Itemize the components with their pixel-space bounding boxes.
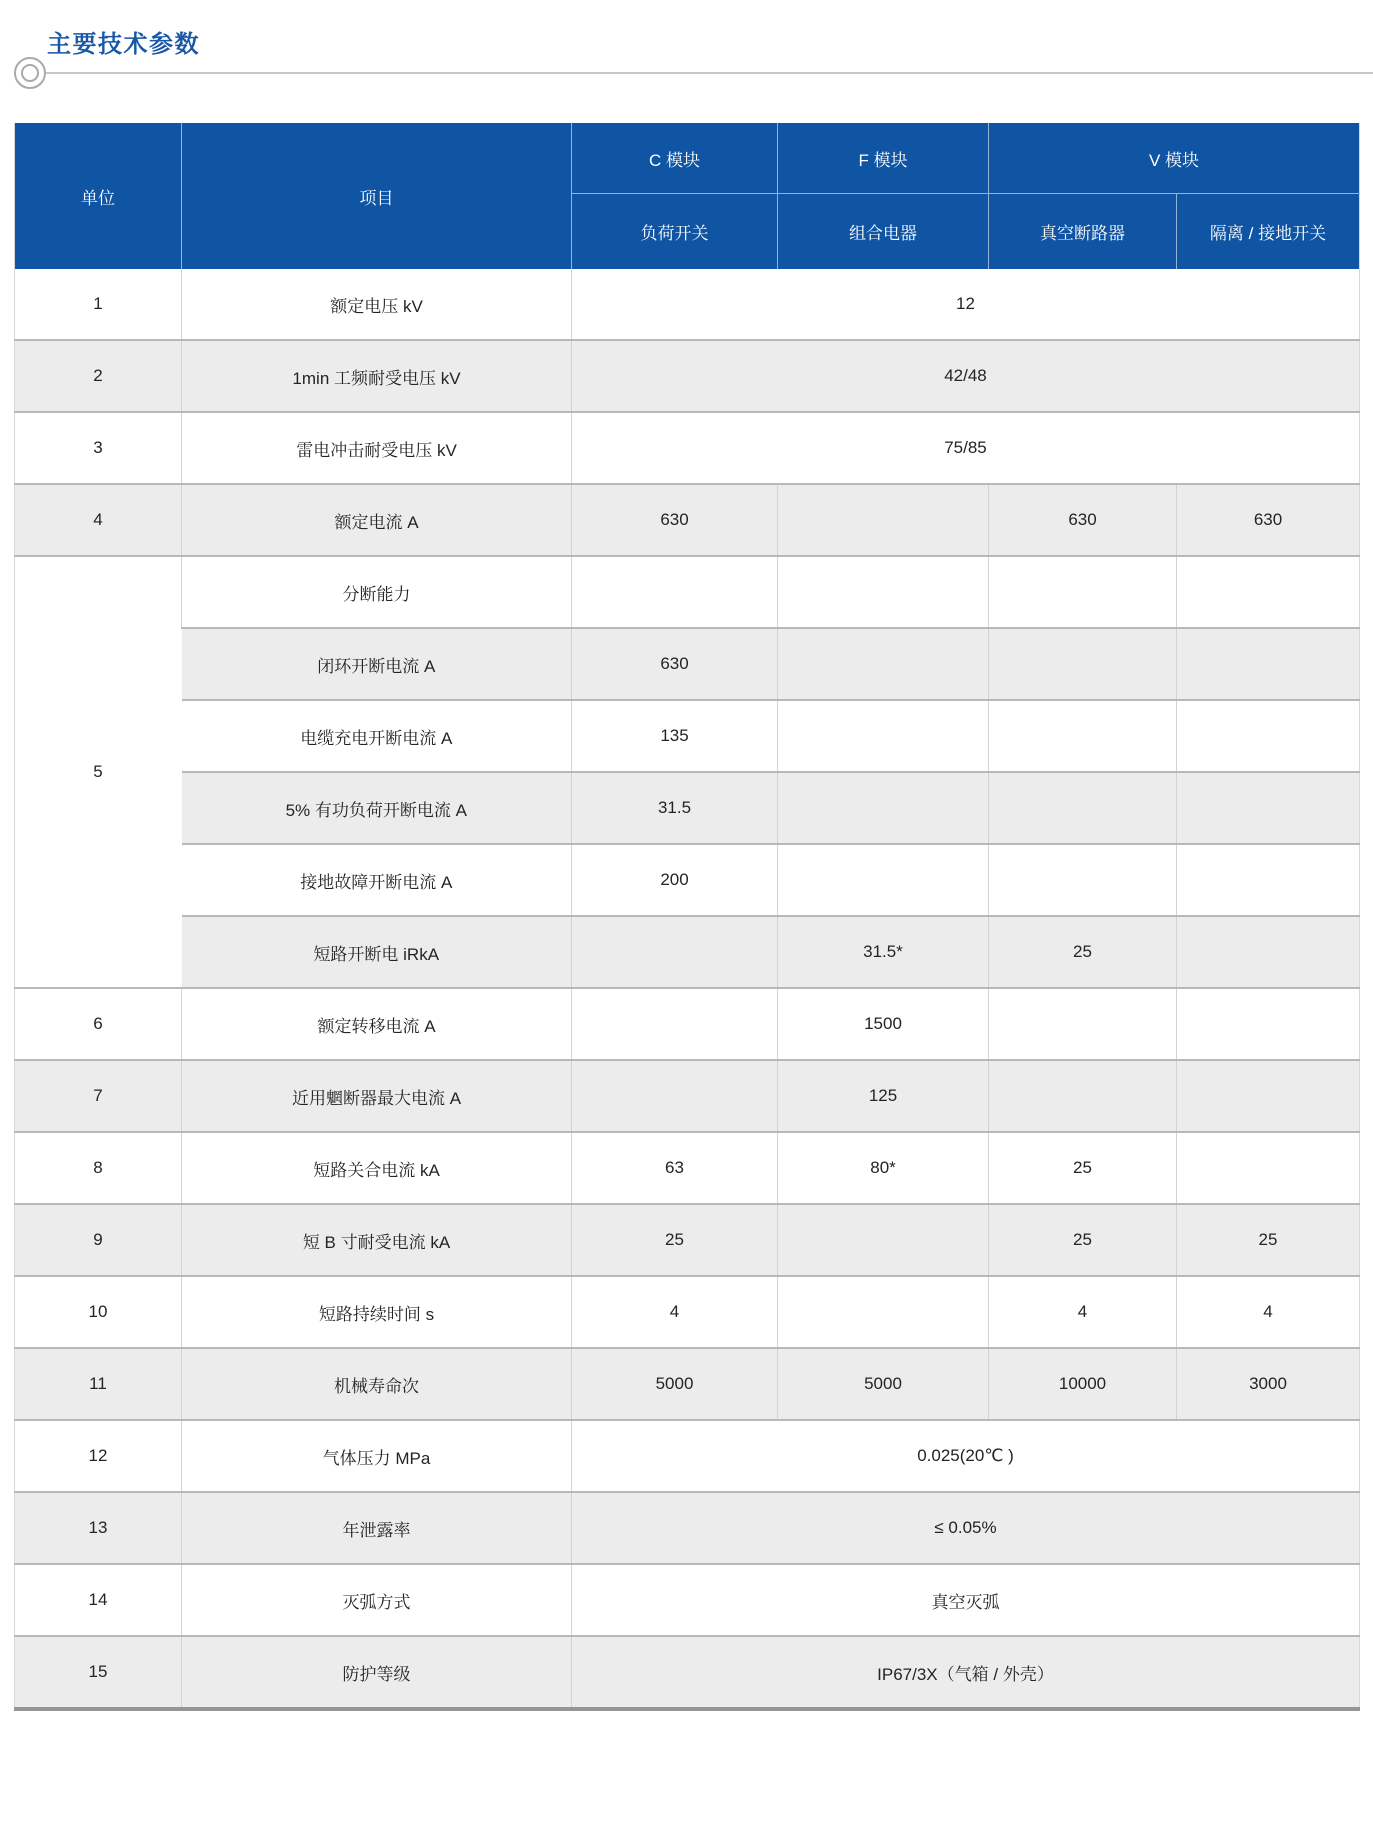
row-label: 灭弧方式 [182, 1564, 572, 1636]
value-cell [1177, 772, 1360, 844]
table-row [15, 269, 1360, 340]
table-row [15, 1132, 1360, 1204]
spec-table [14, 123, 1360, 1711]
title-divider [30, 72, 1373, 74]
row-label: 闭环开断电流 A [182, 628, 572, 700]
table-header [15, 123, 1360, 269]
col-header-vacuum-breaker: 真空断路器 [989, 194, 1177, 270]
row-label: 额定电压 kV [182, 269, 572, 340]
value-cell: 630 [1177, 484, 1360, 556]
row-number: 8 [15, 1132, 182, 1204]
table-row [15, 772, 1360, 844]
row-number: 3 [15, 412, 182, 484]
value-cell [572, 988, 778, 1060]
value-cell: 135 [572, 700, 778, 772]
value-cell [989, 988, 1177, 1060]
row-number: 9 [15, 1204, 182, 1276]
value-cell [778, 1204, 989, 1276]
table-row [15, 700, 1360, 772]
value-cell [989, 844, 1177, 916]
value-cell-merged: ≤ 0.05% [572, 1492, 1360, 1564]
table-row [15, 1492, 1360, 1564]
table-row [15, 916, 1360, 988]
table-row [15, 556, 1360, 628]
table-row [15, 1204, 1360, 1276]
row-number: 7 [15, 1060, 182, 1132]
value-cell [1177, 916, 1360, 988]
value-cell: 5000 [778, 1348, 989, 1420]
value-cell: 1500 [778, 988, 989, 1060]
row-number: 6 [15, 988, 182, 1060]
value-cell [989, 628, 1177, 700]
row-label: 短路持续时间 s [182, 1276, 572, 1348]
row-number: 11 [15, 1348, 182, 1420]
row-label: 机械寿命次 [182, 1348, 572, 1420]
value-cell [778, 700, 989, 772]
value-cell [1177, 1132, 1360, 1204]
row-label: 额定电流 A [182, 484, 572, 556]
table-row [15, 1276, 1360, 1348]
value-cell: 31.5* [778, 916, 989, 988]
col-header-module-c: C 模块 [572, 123, 778, 194]
row-number: 4 [15, 484, 182, 556]
table-row [15, 1420, 1360, 1492]
row-number: 15 [15, 1636, 182, 1709]
table-body [15, 269, 1360, 1709]
value-cell [1177, 844, 1360, 916]
row-label: 近用魍断器最大电流 A [182, 1060, 572, 1132]
header-row-modules [15, 123, 1360, 194]
value-cell [989, 700, 1177, 772]
value-cell: 31.5 [572, 772, 778, 844]
col-header-item: 项目 [182, 123, 572, 269]
value-cell: 5000 [572, 1348, 778, 1420]
table-row [15, 412, 1360, 484]
row-number: 14 [15, 1564, 182, 1636]
row-number: 10 [15, 1276, 182, 1348]
row-label: 5% 有功负荷开断电流 A [182, 772, 572, 844]
value-cell-merged: 0.025(20℃ ) [572, 1420, 1360, 1492]
circle-ornament-icon [14, 57, 46, 89]
value-cell-merged: 真空灭弧 [572, 1564, 1360, 1636]
value-cell [1177, 988, 1360, 1060]
value-cell [989, 1060, 1177, 1132]
row-label: 气体压力 MPa [182, 1420, 572, 1492]
row-label: 分断能力 [182, 556, 572, 628]
value-cell [989, 772, 1177, 844]
value-cell: 3000 [1177, 1348, 1360, 1420]
value-cell [989, 556, 1177, 628]
value-cell [778, 484, 989, 556]
row-label: 雷电冲击耐受电压 kV [182, 412, 572, 484]
value-cell [1177, 628, 1360, 700]
value-cell [572, 1060, 778, 1132]
table-row [15, 628, 1360, 700]
col-header-combined-apparatus: 组合电器 [778, 194, 989, 270]
value-cell: 80* [778, 1132, 989, 1204]
value-cell-merged: 12 [572, 269, 1360, 340]
value-cell: 630 [572, 484, 778, 556]
table-row [15, 844, 1360, 916]
value-cell: 25 [572, 1204, 778, 1276]
row-label: 短路关合电流 kA [182, 1132, 572, 1204]
row-number: 1 [15, 269, 182, 340]
value-cell: 4 [989, 1276, 1177, 1348]
value-cell [1177, 700, 1360, 772]
value-cell: 25 [989, 1132, 1177, 1204]
row-label: 短 B 寸耐受电流 kA [182, 1204, 572, 1276]
row-label: 电缆充电开断电流 A [182, 700, 572, 772]
row-label: 防护等级 [182, 1636, 572, 1709]
col-header-module-f: F 模块 [778, 123, 989, 194]
value-cell-merged: IP67/3X（气箱 / 外壳） [572, 1636, 1360, 1709]
value-cell [572, 556, 778, 628]
col-header-load-switch: 负荷开关 [572, 194, 778, 270]
table-row [15, 988, 1360, 1060]
table-row [15, 340, 1360, 412]
value-cell: 25 [1177, 1204, 1360, 1276]
value-cell [778, 628, 989, 700]
row-number: 5 [15, 556, 182, 988]
value-cell: 63 [572, 1132, 778, 1204]
value-cell [778, 772, 989, 844]
value-cell: 200 [572, 844, 778, 916]
table-row [15, 1348, 1360, 1420]
table-row [15, 1564, 1360, 1636]
table-row [15, 484, 1360, 556]
row-number: 2 [15, 340, 182, 412]
value-cell: 25 [989, 1204, 1177, 1276]
row-label: 接地故障开断电流 A [182, 844, 572, 916]
value-cell-merged: 75/85 [572, 412, 1360, 484]
row-label: 额定转移电流 A [182, 988, 572, 1060]
value-cell [778, 556, 989, 628]
row-label: 年泄露率 [182, 1492, 572, 1564]
row-number: 12 [15, 1420, 182, 1492]
value-cell: 10000 [989, 1348, 1177, 1420]
table-row [15, 1060, 1360, 1132]
row-number: 13 [15, 1492, 182, 1564]
value-cell [572, 916, 778, 988]
value-cell: 630 [989, 484, 1177, 556]
value-cell [778, 844, 989, 916]
page-title: 主要技术参数 [47, 31, 200, 58]
value-cell [778, 1276, 989, 1348]
value-cell: 4 [572, 1276, 778, 1348]
row-label: 短路开断电 iRkA [182, 916, 572, 988]
value-cell: 125 [778, 1060, 989, 1132]
col-header-isolation-earthing-switch: 隔离 / 接地开关 [1177, 194, 1360, 270]
value-cell: 25 [989, 916, 1177, 988]
row-label: 1min 工频耐受电压 kV [182, 340, 572, 412]
value-cell [1177, 1060, 1360, 1132]
col-header-unit: 单位 [15, 123, 182, 269]
table-row [15, 1636, 1360, 1709]
circle-ornament-inner-icon [21, 64, 39, 82]
value-cell-merged: 42/48 [572, 340, 1360, 412]
col-header-module-v: V 模块 [989, 123, 1360, 194]
value-cell: 630 [572, 628, 778, 700]
value-cell: 4 [1177, 1276, 1360, 1348]
value-cell [1177, 556, 1360, 628]
